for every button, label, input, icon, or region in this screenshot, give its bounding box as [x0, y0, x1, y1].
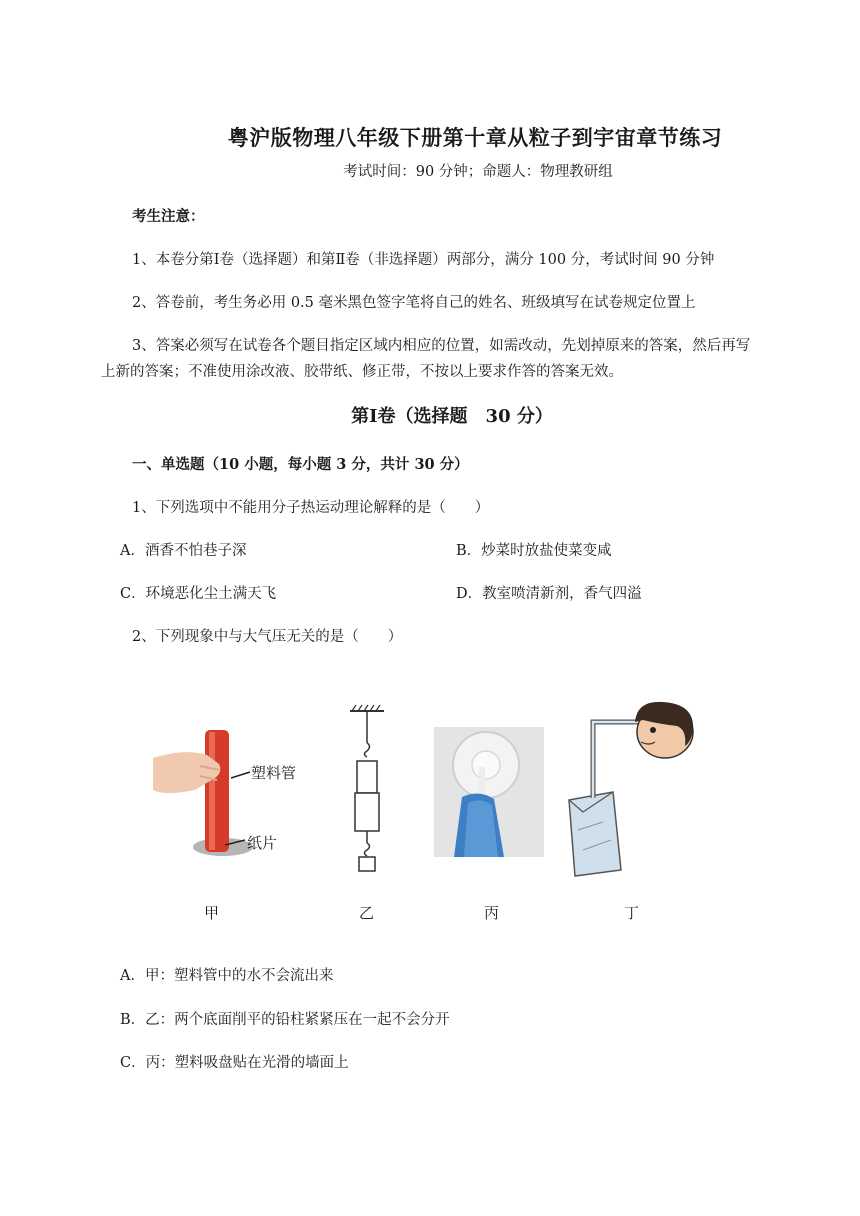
notice-item-3: 3、答案必须写在试卷各个题目指定区域内相应的位置，如需改动，先划掉原来的答案，然后再写 — [132, 338, 751, 354]
notice-heading: 考生注意： — [132, 208, 205, 225]
paper-label: 纸片 — [247, 834, 278, 852]
caption-yi: 乙 — [359, 904, 375, 922]
q1-option-b: B．炒菜时放盐使菜变咸 — [456, 543, 612, 559]
q1-option-a: A．酒香不怕巷子深 — [120, 543, 247, 559]
figure-yi — [344, 703, 390, 881]
notice-item-2: 2、答卷前，考生务必用 0.5 毫米黑色签字笔将自己的姓名、班级填写在试卷规定位置上 — [132, 295, 696, 311]
q2-option-c: C．丙：塑料吸盘贴在光滑的墙面上 — [120, 1055, 349, 1071]
caption-ding: 丁 — [624, 904, 640, 922]
notice-item-3-cont: 上新的答案；不准使用涂改液、胶带纸、修正带，不按以上要求作答的答案无效。 — [101, 364, 623, 380]
q1-option-c: C．环境恶化尘土满天飞 — [120, 586, 277, 602]
part-heading: 一、单选题（10 小题，每小题 3 分，共计 30 分） — [132, 456, 469, 473]
q2-option-a: A．甲：塑料管中的水不会流出来 — [120, 968, 334, 984]
tube-label: 塑料管 — [251, 764, 297, 782]
notice-item-1: 1、本卷分第Ⅰ卷（选择题）和第Ⅱ卷（非选择题）两部分，满分 100 分，考试时间 90 分钟 — [132, 252, 715, 268]
q1-stem: 1、下列选项中不能用分子热运动理论解释的是（ ） — [132, 500, 490, 516]
figure-bing — [434, 727, 544, 857]
figure-jia — [145, 720, 315, 870]
section-title: 第Ⅰ卷（选择题 30 分） — [351, 406, 553, 427]
caption-jia: 甲 — [204, 904, 220, 922]
page-title: 粤沪版物理八年级下册第十章从粒子到宇宙章节练习 — [227, 125, 723, 150]
figure-ding — [563, 700, 703, 880]
caption-bing: 丙 — [484, 904, 500, 922]
q2-option-b: B．乙：两个底面削平的铅柱紧紧压在一起不会分开 — [120, 1012, 450, 1028]
exam-info: 考试时间：90 分钟；命题人：物理教研组 — [343, 164, 613, 180]
q2-stem: 2、下列现象中与大气压无关的是（ ） — [132, 629, 403, 645]
q1-option-d: D．教室喷清新剂，香气四溢 — [456, 586, 642, 602]
